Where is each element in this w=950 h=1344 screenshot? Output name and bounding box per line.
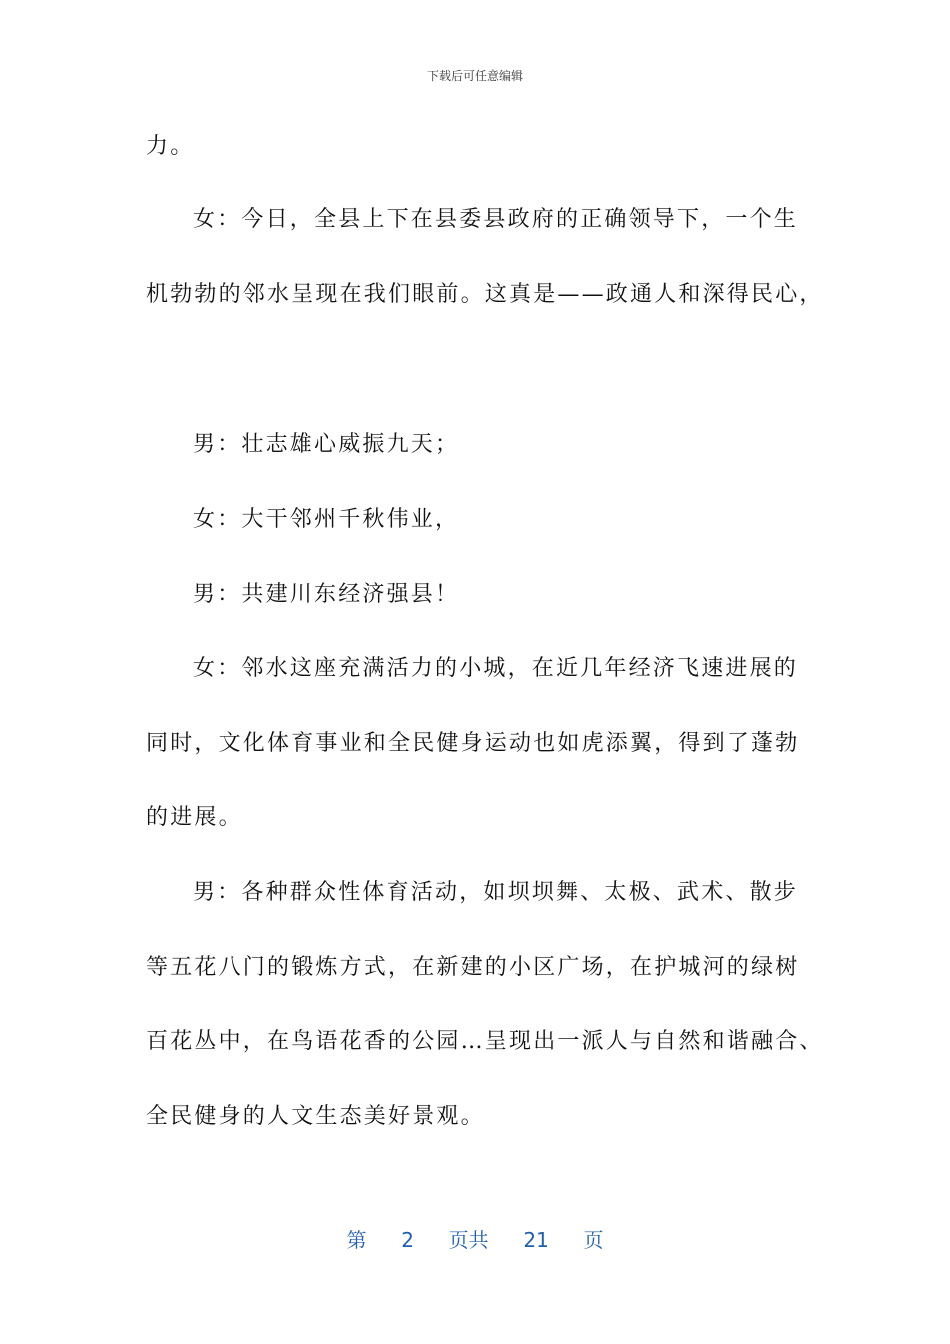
text-line: 女：今日，全县上下在县委县政府的正确领导下，一个生 xyxy=(193,207,799,232)
page-header: 下载后可任意编辑 xyxy=(426,69,523,83)
total-page-count: 21 xyxy=(523,1228,549,1252)
text-line: 男：壮志雄心威振九天； xyxy=(193,432,460,457)
page-footer xyxy=(0,1224,950,1253)
footer-middle: 页共 xyxy=(448,1228,489,1252)
footer-prefix: 第 xyxy=(346,1228,367,1252)
text-line: 全民健身的人文生态美好景观。 xyxy=(146,1104,485,1129)
text-line: 男：各种群众性体育活动，如坝坝舞、太极、武术、散步 xyxy=(193,880,799,905)
text-line: 等五花八门的锻炼方式，在新建的小区广场，在护城河的绿树 xyxy=(146,955,800,980)
footer-suffix: 页 xyxy=(583,1228,604,1252)
text-line: 同时，文化体育事业和全民健身运动也如虎添翼，得到了蓬勃 xyxy=(146,731,800,756)
text-line: 男：共建川东经济强县！ xyxy=(193,582,460,607)
text-line: 女：邻水这座充满活力的小城，在近几年经济飞速进展的 xyxy=(193,656,799,681)
text-line: 力。 xyxy=(146,134,195,159)
text-line: 女：大干邻州千秋伟业， xyxy=(193,507,460,532)
text-line: 机勃勃的邻水呈现在我们眼前。这真是——政通人和深得民心， xyxy=(146,282,824,307)
text-line: 的进展。 xyxy=(146,805,243,830)
text-line: 百花丛中，在鸟语花香的公园…呈现出一派人与自然和谐融合、 xyxy=(146,1029,824,1054)
current-page-number: 2 xyxy=(401,1228,414,1252)
